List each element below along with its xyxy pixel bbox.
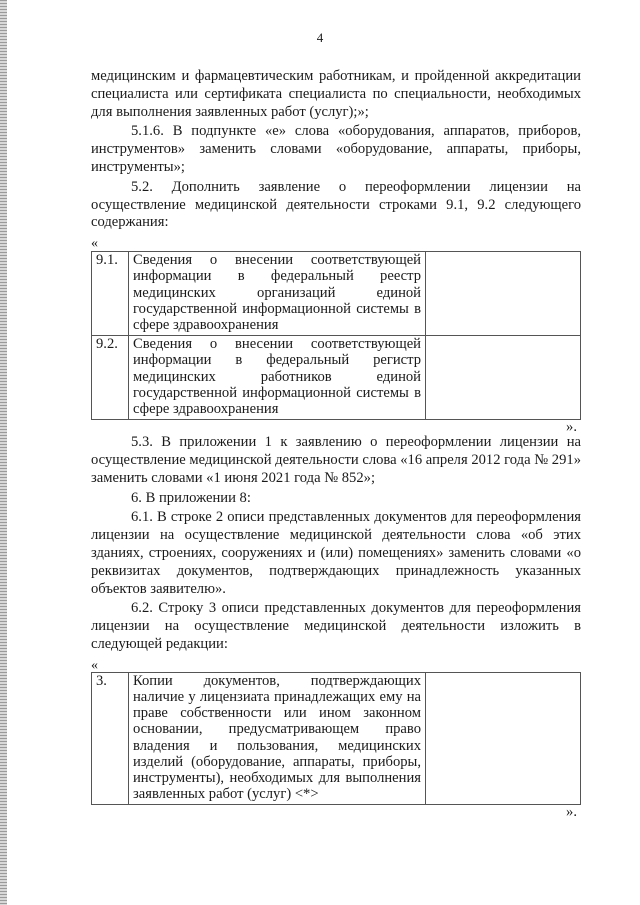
page-number: 4 (316, 30, 324, 45)
row-value (426, 672, 581, 805)
row-text: Сведения о внесении соответствующей информации в федеральный реестр медицинских организаций единой государственной информационной системы в сфере здравоохранения (129, 252, 426, 336)
paragraph-6: 6. В приложении 8: (131, 489, 251, 506)
row-number: 9.1. (92, 252, 129, 336)
paragraph-6-1: 6.1. В строке 2 описи представленных документов для переоформления лицензии на осуществление медицинской деятельности слова «об этих зданиях, строениях, сооружениях и (или) помещениях» заменить словами «о реквизитах документов, подтверждающих принадлежность указанных объектов заявителю». (91, 509, 581, 597)
table-row (92, 252, 581, 336)
row-text: Копии документов, подтверждающих наличие у лицензиата принадлежащих ему на праве собственности или ином законном основании, предусматривающем право владения и пользования, медицинских изделий (оборудование, аппараты, приборы, инструменты), необходимых для выполнения заявленных работ (услуг) <*> (129, 672, 426, 805)
row-text: Сведения о внесении соответствующей информации в федеральный регистр медицинских работников единой государственной информационной системы в сфере здравоохранения (129, 336, 426, 420)
quote-close-mark: ». (566, 804, 577, 821)
document-body (91, 68, 581, 819)
paragraph-continuation: медицинским и фармацевтическим работникам, и пройденной аккредитации специалиста или сертификата специалиста по специальности, необходимых для выполнения заявленных работ (услуг);»; (91, 68, 581, 120)
paragraph-6-2: 6.2. Строку 3 описи представленных документов для переоформления лицензии на осуществление медицинской деятельности изложить в следующей редакции: (91, 600, 581, 652)
table-row (92, 672, 581, 805)
row-3-table (91, 672, 581, 806)
row-value (426, 252, 581, 336)
paragraph-5-2: 5.2. Дополнить заявление о переоформлении лицензии на осуществление медицинской деятельности строками 9.1, 9.2 следующего содержания: (91, 178, 581, 231)
scan-edge (0, 0, 7, 905)
row-number: 9.2. (92, 336, 129, 420)
table-row (92, 336, 581, 420)
paragraph-5-1-6: 5.1.6. В подпункте «е» слова «оборудования, аппаратов, приборов, инструментов» заменить словами «оборудование, аппараты, приборы, инструменты»; (91, 123, 581, 175)
row-number: 3. (92, 672, 129, 805)
rows-9-table (91, 251, 581, 420)
quote-open-mark: « (91, 657, 98, 673)
paragraph-5-3: 5.3. В приложении 1 к заявлению о переоформлении лицензии на осуществление медицинской деятельности слова «16 апреля 2012 года № 291» заменить словами «1 июня 2021 года № 852»; (91, 434, 581, 486)
quote-close-mark: ». (566, 419, 577, 436)
quote-open-mark: « (91, 236, 98, 252)
row-value (426, 336, 581, 420)
